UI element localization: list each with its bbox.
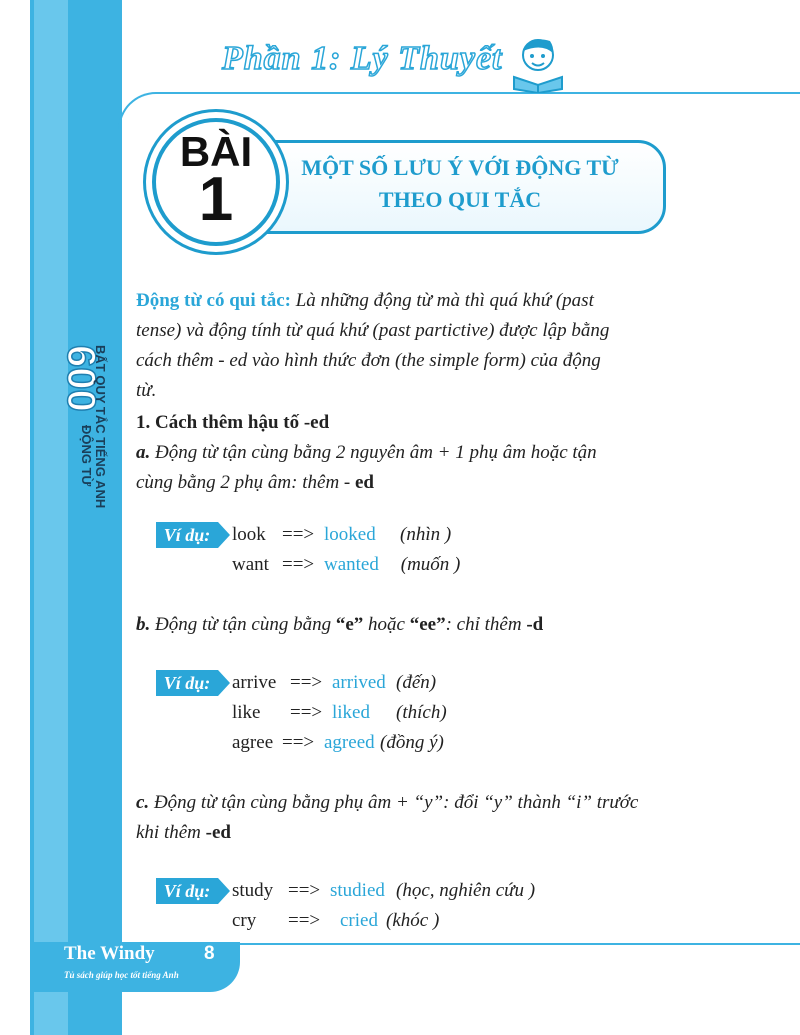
example-arrow: ==> [282, 554, 315, 575]
example-arrow: ==> [290, 672, 323, 693]
rule-a-text1: Động từ tận cùng bằng 2 nguyên âm + 1 phụ âm hoặc tận [150, 442, 597, 463]
example-meaning: (đồng ý) [380, 732, 444, 753]
rule-b-q2: “ee” [409, 614, 446, 635]
example-meaning: (muốn ) [396, 554, 461, 575]
example-base: arrive [232, 672, 277, 693]
reading-kid-icon [508, 33, 566, 93]
example-arrow: ==> [282, 732, 315, 753]
definition-line3: cách thêm - ed vào hình thức đơn (the simple form) của động [136, 350, 601, 371]
example-base: cry [232, 910, 257, 931]
example-label-a: Ví dụ: [163, 525, 211, 545]
definition-line4: từ. [136, 380, 157, 401]
rule-b-end: : chỉ thêm [445, 614, 527, 635]
rule-c [136, 788, 696, 848]
example-meaning: (thích) [396, 702, 447, 723]
rule-a-label: a. [136, 442, 151, 463]
rule-b-suffix: -d [526, 614, 544, 635]
example-past: liked [332, 702, 370, 723]
spine-line2: BẤT QUY TẮC TIẾNG ANH [93, 345, 108, 509]
rule-b [136, 610, 656, 640]
example-meaning: (khóc ) [386, 910, 440, 931]
definition-paragraph [136, 286, 676, 406]
spine-number: 600 [59, 345, 103, 412]
example-past: looked [324, 524, 376, 545]
definition-text1: Là những động từ mà thì quá khứ (past [290, 290, 594, 311]
example-past: wanted [324, 554, 379, 575]
rule-b-label: b. [136, 614, 151, 635]
rule-c-text1: Động từ tận cùng bằng phụ âm + “y”: đổi “y” thành “i” trước [149, 792, 639, 813]
example-meaning: (đến) [396, 672, 437, 693]
rule-a-suffix: ed [355, 472, 374, 493]
lesson-title-line1: MỘT SỐ LƯU Ý VỚI ĐỘNG TỪ [301, 155, 619, 180]
example-b-row1 [232, 668, 436, 698]
rule-c-suffix: -ed [205, 822, 231, 843]
example-a-row1 [232, 520, 451, 550]
example-arrow: ==> [288, 910, 321, 931]
example-base: agree [232, 732, 274, 753]
example-a-row2 [232, 550, 460, 580]
example-meaning: (học, nghiên cứu ) [396, 880, 536, 901]
section-heading: 1. Cách thêm hậu tố -ed [136, 412, 330, 433]
example-base: look [232, 524, 266, 545]
example-arrow: ==> [282, 524, 315, 545]
example-arrow: ==> [290, 702, 323, 723]
example-base: like [232, 702, 261, 723]
lesson-title [280, 152, 640, 216]
example-base: study [232, 880, 274, 901]
example-base: want [232, 554, 269, 575]
example-c-row2 [232, 906, 439, 936]
example-label-b: Ví dụ: [163, 673, 211, 693]
rule-c-text2: khi thêm [136, 822, 206, 843]
example-past: agreed [324, 732, 375, 753]
example-c-row1 [232, 876, 535, 906]
rule-a [136, 438, 656, 498]
spine-title [52, 345, 112, 685]
rule-b-text: Động từ tận cùng bằng [150, 614, 336, 635]
definition-line1 [136, 286, 676, 316]
lesson-word: BÀI [179, 128, 253, 175]
example-b-row2 [232, 698, 447, 728]
rule-a-text2: cùng bằng 2 phụ âm: thêm - [136, 472, 355, 493]
footer-tagline: Tủ sách giúp học tốt tiếng Anh [64, 970, 179, 980]
example-label-c: Ví dụ: [163, 881, 211, 901]
definition-line2: tense) và động tính từ quá khứ (past partictive) được lập bằng [136, 320, 610, 341]
lesson-number: 1 [198, 165, 234, 234]
example-b-row3 [232, 728, 444, 758]
example-arrow: ==> [288, 880, 321, 901]
page-number: 8 [204, 943, 215, 964]
example-past: arrived [332, 672, 386, 693]
rule-b-mid: hoặc [363, 614, 410, 635]
example-meaning: (nhìn ) [400, 524, 452, 545]
example-past: studied [330, 880, 385, 901]
lesson-title-line2: THEO QUI TẮC [378, 187, 542, 212]
footer-brand: The Windy [64, 943, 155, 964]
definition-term: Động từ có qui tắc: [136, 290, 291, 311]
rule-c-label: c. [136, 792, 150, 813]
spine-line1: ĐỘNG TỪ [79, 425, 94, 487]
part-title: Phần 1: Lý Thuyết [222, 40, 503, 77]
rule-b-q1: “e” [335, 614, 364, 635]
example-past: cried [340, 910, 378, 931]
